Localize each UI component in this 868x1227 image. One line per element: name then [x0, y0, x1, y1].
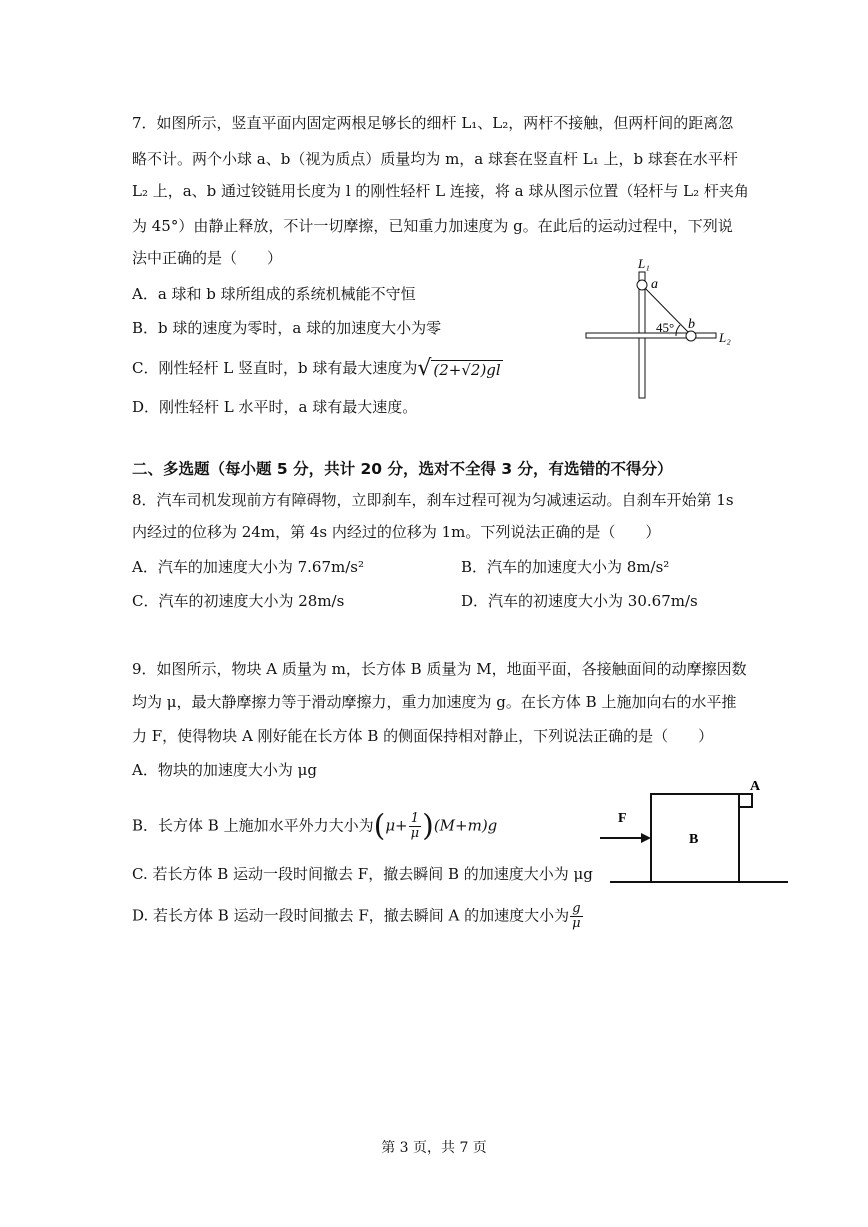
- q7-option-c-text: C．刚性轻杆 L 竖直时，b 球有最大速度为: [132, 359, 418, 377]
- q7-line-5: 法中正确的是（ ）: [132, 249, 283, 267]
- q9-option-b: [132, 808, 498, 844]
- label-b-block: B: [689, 832, 699, 847]
- q7-option-c: [132, 355, 503, 381]
- q9-option-d: [132, 902, 584, 931]
- q9-figure: [598, 776, 792, 888]
- q9-option-a: A．物块的加速度大小为 μg: [132, 761, 317, 779]
- label-angle: 45°: [656, 320, 675, 335]
- sqrt-radicand: (2+√2)gl: [433, 360, 501, 379]
- section-heading: 二、多选题（每小题 5 分，共计 20 分，选对不全得 3 分，有选错的不得分）: [132, 460, 673, 478]
- q9-option-c: C. 若长方体 B 运动一段时间撤去 F，撤去瞬间 B 的加速度大小为 μg: [132, 865, 593, 883]
- page-footer: 第 3 页，共 7 页: [381, 1140, 487, 1156]
- block-a: [739, 794, 752, 807]
- label-a: a: [651, 277, 658, 292]
- q7-line-4: 为 45°）由静止释放，不计一切摩擦，已知重力加速度为 g。在此后的运动过程中，下列说: [132, 217, 733, 235]
- q8-line-2: 内经过的位移为 24m，第 4s 内经过的位移为 1m。下列说法正确的是（ ）: [132, 523, 661, 541]
- force-arrowhead: [641, 833, 651, 843]
- fraction-numerator: g: [570, 902, 582, 917]
- q9-option-b-text: B．长方体 B 上施加水平外力大小为: [132, 816, 374, 835]
- q7-figure: [584, 256, 744, 401]
- q8-line-1: 8．汽车司机发现前方有障碍物，立即刹车，刹车过程可视为匀减速运动。自刹车开始第 1s: [132, 491, 734, 509]
- paren-close: ): [422, 808, 434, 844]
- fraction-denominator: μ: [572, 916, 581, 931]
- label-l1: L₁: [638, 256, 650, 271]
- mu-plus: μ+: [385, 816, 408, 835]
- rod-l2: [586, 333, 716, 338]
- q9-option-d-text: D. 若长方体 B 运动一段时间撤去 F，撤去瞬间 A 的加速度大小为: [132, 906, 570, 925]
- sqrt-expression: √ (2+√2)gl: [417, 355, 501, 381]
- label-force: F: [618, 811, 627, 826]
- paren-open: (: [373, 808, 386, 844]
- ball-a: [637, 280, 647, 290]
- q9-line-3: 力 F，使得物块 A 刚好能在长方体 B 的侧面保持相对静止，下列说法正确的是（ ）: [132, 727, 714, 745]
- label-a-block: A: [750, 779, 761, 794]
- q7-option-a: A．a 球和 b 球所组成的系统机械能不守恒: [132, 285, 416, 303]
- label-b: b: [688, 317, 695, 332]
- fraction-g-over-mu: [570, 902, 582, 931]
- q7-option-b: B．b 球的速度为零时，a 球的加速度大小为零: [132, 319, 442, 337]
- ball-b: [686, 331, 696, 341]
- fraction-numerator: 1: [409, 812, 421, 827]
- q8-option-c: C．汽车的初速度大小为 28m/s: [132, 592, 345, 610]
- q9-line-2: 均为 μ，最大静摩擦力等于滑动摩擦力，重力加速度为 g。在长方体 B 上施加向右的水平推: [132, 693, 737, 711]
- q7-line-3: L₂ 上，a、b 通过铰链用长度为 l 的刚性轻杆 L 连接，将 a 球从图示位置（轻杆与 L₂ 杆夹角: [132, 182, 749, 200]
- fraction-one-over-mu: [409, 812, 421, 841]
- mass-term: (M+m)g: [433, 816, 498, 835]
- label-l2: L₂: [719, 330, 731, 345]
- q7-option-d: D．刚性轻杆 L 水平时，a 球有最大速度。: [132, 398, 418, 416]
- fraction-denominator: μ: [410, 826, 420, 841]
- q7-line-2: 略不计。两个小球 a、b（视为质点）质量均为 m，a 球套在竖直杆 L₁ 上，b 球套在水平杆: [132, 150, 738, 168]
- q9-line-1: 9．如图所示，物块 A 质量为 m，长方体 B 质量为 M，地面平面，各接触面间的动摩擦因数: [132, 660, 747, 678]
- q8-option-b: B．汽车的加速度大小为 8m/s²: [461, 558, 670, 576]
- q8-option-d: D．汽车的初速度大小为 30.67m/s: [461, 592, 698, 610]
- q8-option-a: A．汽车的加速度大小为 7.67m/s²: [132, 558, 364, 576]
- q7-line-1: 7．如图所示，竖直平面内固定两根足够长的细杆 L₁、L₂，两杆不接触，但两杆间的距离忽: [132, 114, 734, 132]
